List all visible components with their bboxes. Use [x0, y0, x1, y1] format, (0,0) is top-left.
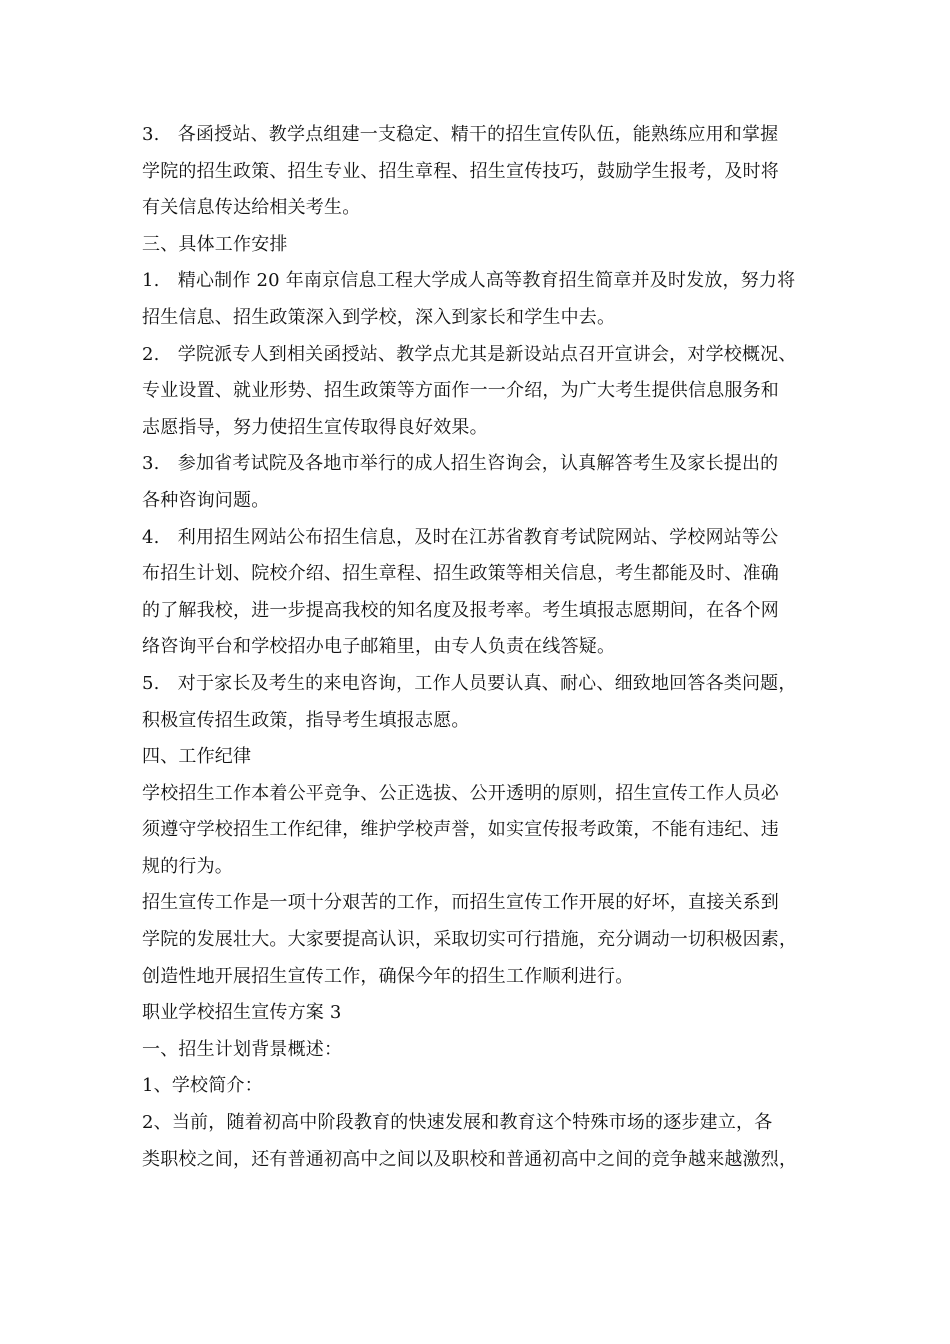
text-line: 布招生计划、院校介绍、招生章程、招生政策等相关信息，考生都能及时、准确	[142, 563, 779, 585]
subsection-heading: 1、学校简介：	[142, 1075, 263, 1097]
text-line: 学校招生工作本着公平竞争、公正选拔、公开透明的原则，招生宣传工作人员必	[142, 782, 779, 804]
text-line: 创造性地开展招生宣传工作，确保今年的招生工作顺利进行。	[142, 965, 634, 987]
text-line: 招生信息、招生政策深入到学校，深入到家长和学生中去。	[142, 306, 616, 328]
text-line: 类职校之间，还有普通初高中之间以及职校和普通初高中之间的竞争越来越激烈，	[142, 1148, 798, 1170]
text-line: 积极宣传招生政策，指导考生填报志愿。	[142, 709, 470, 731]
text-line: 学院的发展壮大。大家要提高认识，采取切实可行措施，充分调动一切积极因素，	[142, 929, 798, 951]
section-heading: 一、招生计划背景概述：	[142, 1038, 343, 1060]
text-line: 招生宣传工作是一项十分艰苦的工作，而招生宣传工作开展的好坏，直接关系到	[142, 892, 779, 914]
document-body	[142, 117, 832, 1178]
text-line: 络咨询平台和学校招办电子邮箱里，由专人负责在线答疑。	[142, 636, 616, 658]
text-line: 3. 各函授站、教学点组建一支稳定、精干的招生宣传队伍，能熟练应用和掌握	[142, 124, 779, 145]
text-line: 2、当前，随着初高中阶段教育的快速发展和教育这个特殊市场的逐步建立，各	[142, 1112, 773, 1134]
text-line: 的了解我校，进一步提高我校的知名度及报考率。考生填报志愿期间，在各个网	[142, 599, 779, 621]
text-line: 须遵守学校招生工作纪律，维护学校声誉，如实宣传报考政策，不能有违纪、违	[142, 819, 779, 841]
text-line: 各种咨询问题。	[142, 489, 270, 511]
text-line: 学院的招生政策、招生专业、招生章程、招生宣传技巧，鼓励学生报考，及时将	[142, 160, 779, 182]
section-heading: 四、工作纪律	[142, 746, 252, 768]
text-line: 规的行为。	[142, 855, 233, 877]
section-heading: 三、具体工作安排	[142, 233, 288, 255]
text-line: 5. 对于家长及考生的来电咨询，工作人员要认真、耐心、细致地回答各类问题，	[142, 672, 797, 694]
text-line: 3. 参加省考试院及各地市举行的成人招生咨询会，认真解答考生及家长提出的	[142, 453, 779, 475]
text-line: 4. 利用招生网站公布招生信息，及时在江苏省教育考试院网站、学校网站等公	[142, 526, 779, 548]
text-line: 1. 精心制作 20 年南京信息工程大学成人高等教育招生简章并及时发放，努力将	[142, 270, 796, 292]
text-line: 2. 学院派专人到相关函授站、教学点尤其是新设站点召开宣讲会，对学校概况、	[142, 343, 797, 365]
text-line: 志愿指导，努力使招生宣传取得良好效果。	[142, 416, 488, 438]
text-line: 专业设置、就业形势、招生政策等方面作一一介绍，为广大考生提供信息服务和	[142, 380, 779, 402]
document-title: 职业学校招生宣传方案 3	[142, 1002, 342, 1024]
text-line: 有关信息传达给相关考生。	[142, 197, 361, 219]
